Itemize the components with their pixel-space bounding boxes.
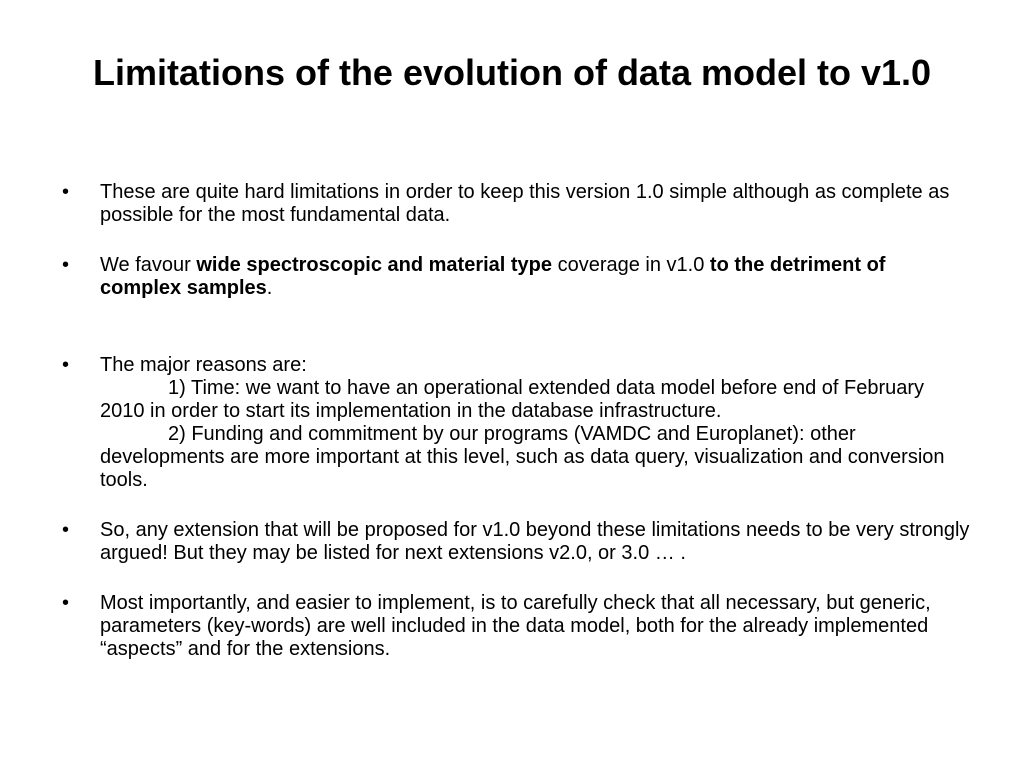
- bullet-item-3: [100, 354, 970, 492]
- bullet-item-1: [100, 181, 970, 227]
- bullet-item-5: [100, 592, 970, 661]
- bullet-text: These are quite hard limitations in order to keep this version 1.0 simple although as complete as possible for the most fundamental data.: [100, 181, 950, 226]
- bullet-text-part: .: [266, 277, 273, 299]
- bullet-text: Most importantly, and easier to implement, is to carefully check that all necessary, but generic, parameters (key-words) are well included in the data model, both for the already implemented “aspects” and for the extensions.: [100, 592, 931, 660]
- bullet-item-4: [100, 519, 970, 565]
- bullet-bold-text: wide spectroscopic and material type: [196, 254, 553, 276]
- sub-item-time: 1) Time: we want to have an operational extended data model before end of February 2010 in order to start its implementation in the database infrastructure.: [100, 377, 925, 422]
- sub-item-funding: 2) Funding and commitment by our programs (VAMDC and Europlanet): other developments are more important at this level, such as data query, visualization and conversion tools.: [100, 423, 945, 491]
- bullet-text-part: We favour: [100, 254, 197, 276]
- bullet-text: So, any extension that will be proposed for v1.0 beyond these limitations needs to be very strongly argued! But they may be listed for next extensions v2.0, or 3.0 … .: [100, 519, 970, 564]
- bullet-list: [100, 181, 970, 661]
- slide-title: Limitations of the evolution of data model to v1.0: [92, 52, 932, 93]
- bullet-text-part: coverage in v1.0: [552, 254, 710, 276]
- bullet-bold-text: to the detriment of complex samples: [100, 254, 886, 299]
- bullet-text: The major reasons are:: [100, 354, 307, 376]
- bullet-item-2: [100, 254, 970, 300]
